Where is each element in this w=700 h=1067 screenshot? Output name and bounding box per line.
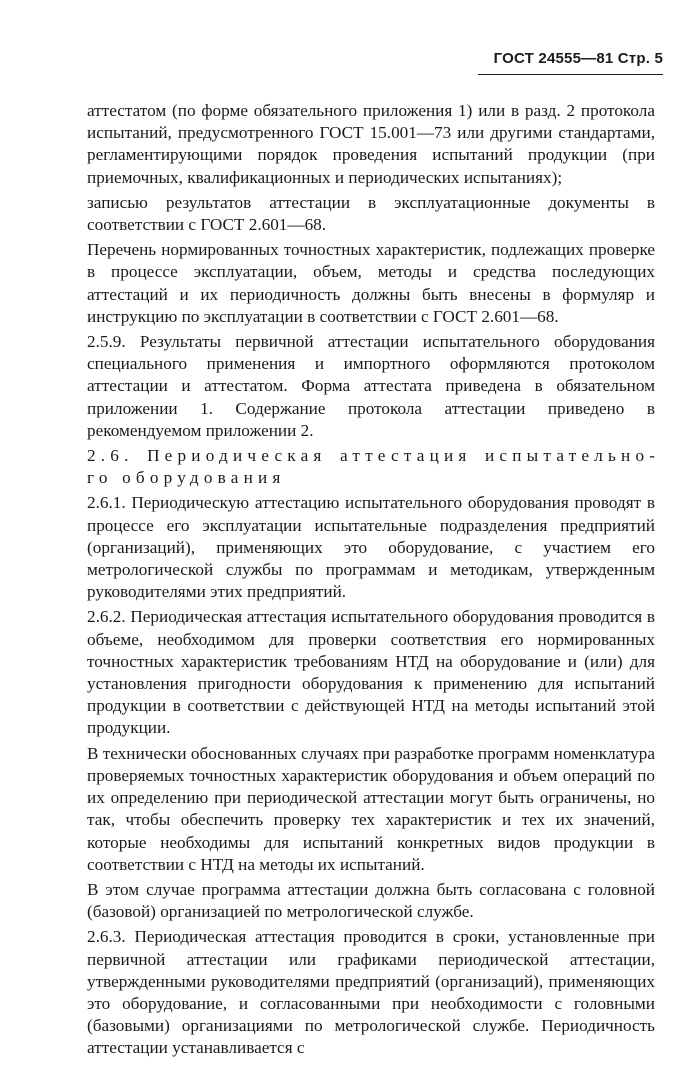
paragraph-2-6-3: 2.6.3. Периодическая аттестация проводится в сроки, установленные при первичной аттестации или графиками периодической аттестации, утвержденными руководителями предприятий (организаций), применяющих это оборудование, и согласованными при необходимости с головными (базовыми) организациями по метрологической службе. Периодичность аттестации устанавливается с [87,927,655,1058]
page-body [87,100,655,1063]
paragraph-characteristics-list: Перечень нормированных точностных характеристик, подлежащих проверке в процессе эксплуатации, объем, методы и средства последующих аттестаций и их периодичность должны быть внесены в формуляр и инструкцию по эксплуатации в соответствии с ГОСТ 2.601—68. [87,240,655,326]
paragraph-attestat-form: аттестатом (по форме обязательного приложения 1) или в разд. 2 протокола испытаний, предусмотренного ГОСТ 15.001—73 или другими стандартами, регламентирующими порядок проведения испытаний продукции (при приемочных, квалификационных и периодических испытаниях); [87,101,655,187]
paragraph-2-6-1: 2.6.1. Периодическую аттестацию испытательного оборудования проводят в процессе его эксплуатации испытательные подразделения предприятий (организаций), применяющих это оборудование, с участием его метрологической службы по программам и методикам, утвержденным руководителями этих предприятий. [87,493,655,602]
paragraph-2-5-9: 2.5.9. Результаты первичной аттестации испытательного оборудования специального применения и импортного оформляются протоколом аттестации и аттестатом. Форма аттестата приведена в обязательном приложении 1. Содержание протокола аттестации приведено в рекомендуемом приложении 2. [87,332,655,440]
section-heading-2-6: 2.6. Периодическая аттестация испытательного оборудования [87,446,655,488]
paragraph-justified-cases: В технически обоснованных случаях при разработке программ номенклатура проверяемых точностных характеристик оборудования и объем операций по их определению при периодической аттестации могут быть ограничены, но так, чтобы обеспечить проверку тех характеристик и тех их значений, которые необходимы для испытаний конкретных видов продукции в соответствии с НТД на методы их испытаний. [87,743,655,874]
paragraph-program-agreement: В этом случае программа аттестации должна быть согласована с головной (базовой) организацией по метрологической службе. [87,879,655,922]
running-header: ГОСТ 24555—81 Стр. 5 [478,50,663,75]
paragraph-2-6-2: 2.6.2. Периодическая аттестация испытательного оборудования проводится в объеме, необходимом для проверки соответствия его нормированных точностных характеристик требованиям НТД на оборудование и (или) для установления пригодности оборудования к применению для испытаний продукции в соответствии с действующей НТД на методы испытаний этой продукции. [87,607,655,738]
paragraph-records: записью результатов аттестации в эксплуатационные документы в соответствии с ГОСТ 2.601—68. [87,192,655,235]
